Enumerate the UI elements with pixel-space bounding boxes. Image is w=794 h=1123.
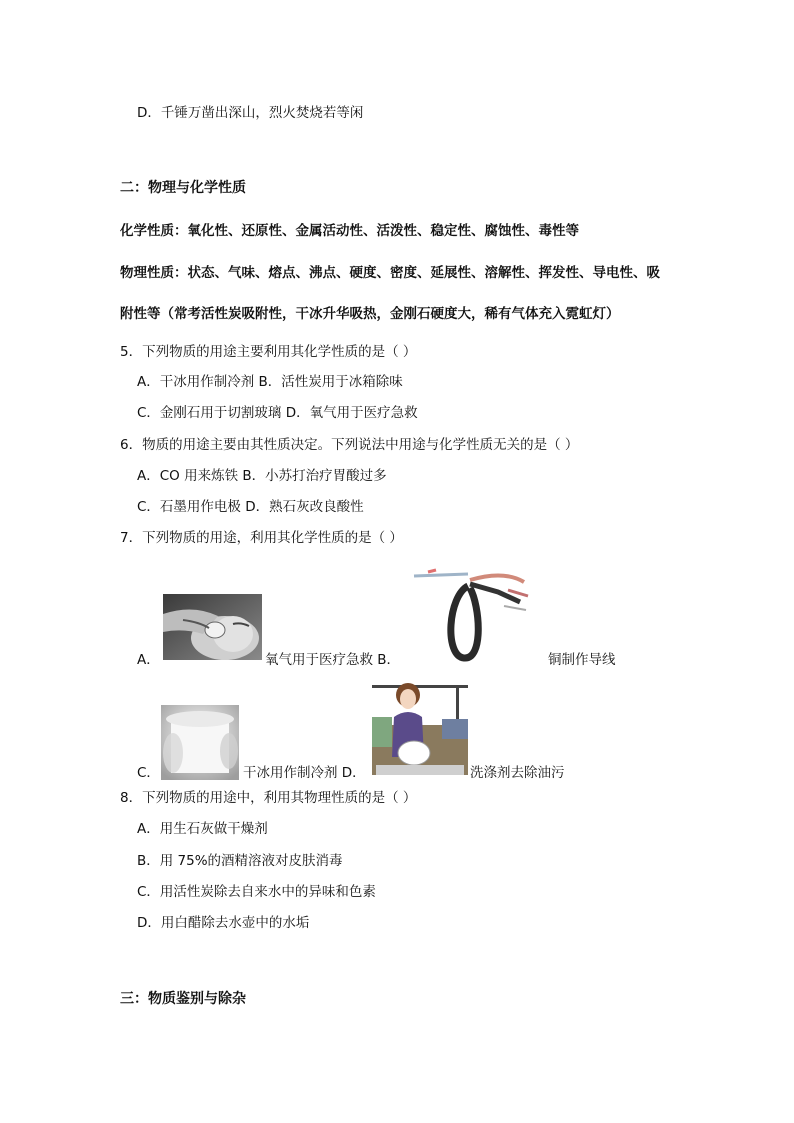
q6-options-cd: C．石墨用作电极 D．熟石灰改良酸性 — [137, 499, 364, 515]
q8-option-c: C．用活性炭除去自来水中的异味和色素 — [137, 884, 376, 900]
section-3-title: 三：物质鉴别与除杂 — [120, 991, 246, 1007]
q7-stem: 7．下列物质的用途，利用其化学性质的是（ ） — [120, 530, 403, 546]
q5-options-ab: A．干冰用作制冷剂 B．活性炭用于冰箱除味 — [137, 374, 403, 390]
q7-b-text: 铜制作导线 — [548, 652, 616, 668]
option-d-line: D．千锤万凿出深山，烈火焚烧若等闲 — [137, 105, 364, 121]
phys-properties-line-2: 附性等（常考活性炭吸附性，干冰升华吸热，金刚石硬度大，稀有气体充入霓虹灯） — [120, 306, 620, 322]
q7-a-text: 氧气用于医疗急救 B． — [265, 652, 401, 668]
chem-properties-line: 化学性质：氧化性、还原性、金属活动性、活泼性、稳定性、腐蚀性、毒性等 — [120, 223, 579, 239]
q7-d-text: 洗涤剂去除油污 — [470, 765, 565, 781]
q6-stem: 6．物质的用途主要由其性质决定。下列说法中用途与化学性质无关的是（ ） — [120, 437, 579, 453]
q7-a-label: A． — [137, 652, 160, 668]
q7-c-label: C． — [137, 765, 160, 781]
phys-properties-line-1: 物理性质：状态、气味、熔点、沸点、硬度、密度、延展性、溶解性、挥发性、导电性、吸 — [120, 265, 660, 281]
q6-options-ab: A．CO 用来炼铁 B．小苏打治疗胃酸过多 — [137, 468, 387, 484]
q5-options-cd: C．金刚石用于切割玻璃 D．氧气用于医疗急救 — [137, 405, 418, 421]
q8-option-a: A．用生石灰做干燥剂 — [137, 821, 268, 837]
q5-stem: 5．下列物质的用途主要利用其化学性质的是（ ） — [120, 344, 417, 360]
q8-option-d: D．用白醋除去水壶中的水垢 — [137, 915, 310, 931]
q7-c-text: 干冰用作制冷剂 D． — [243, 765, 366, 781]
q8-option-b: B．用 75%的酒精溶液对皮肤消毒 — [137, 853, 343, 869]
dishwashing-cartoon — [372, 677, 468, 780]
dry-ice-photo — [161, 705, 239, 780]
copper-wire-image — [408, 566, 536, 664]
section-2-title: 二：物理与化学性质 — [120, 180, 246, 196]
oxygen-mask-photo — [163, 594, 262, 660]
q8-stem: 8．下列物质的用途中，利用其物理性质的是（ ） — [120, 790, 417, 806]
